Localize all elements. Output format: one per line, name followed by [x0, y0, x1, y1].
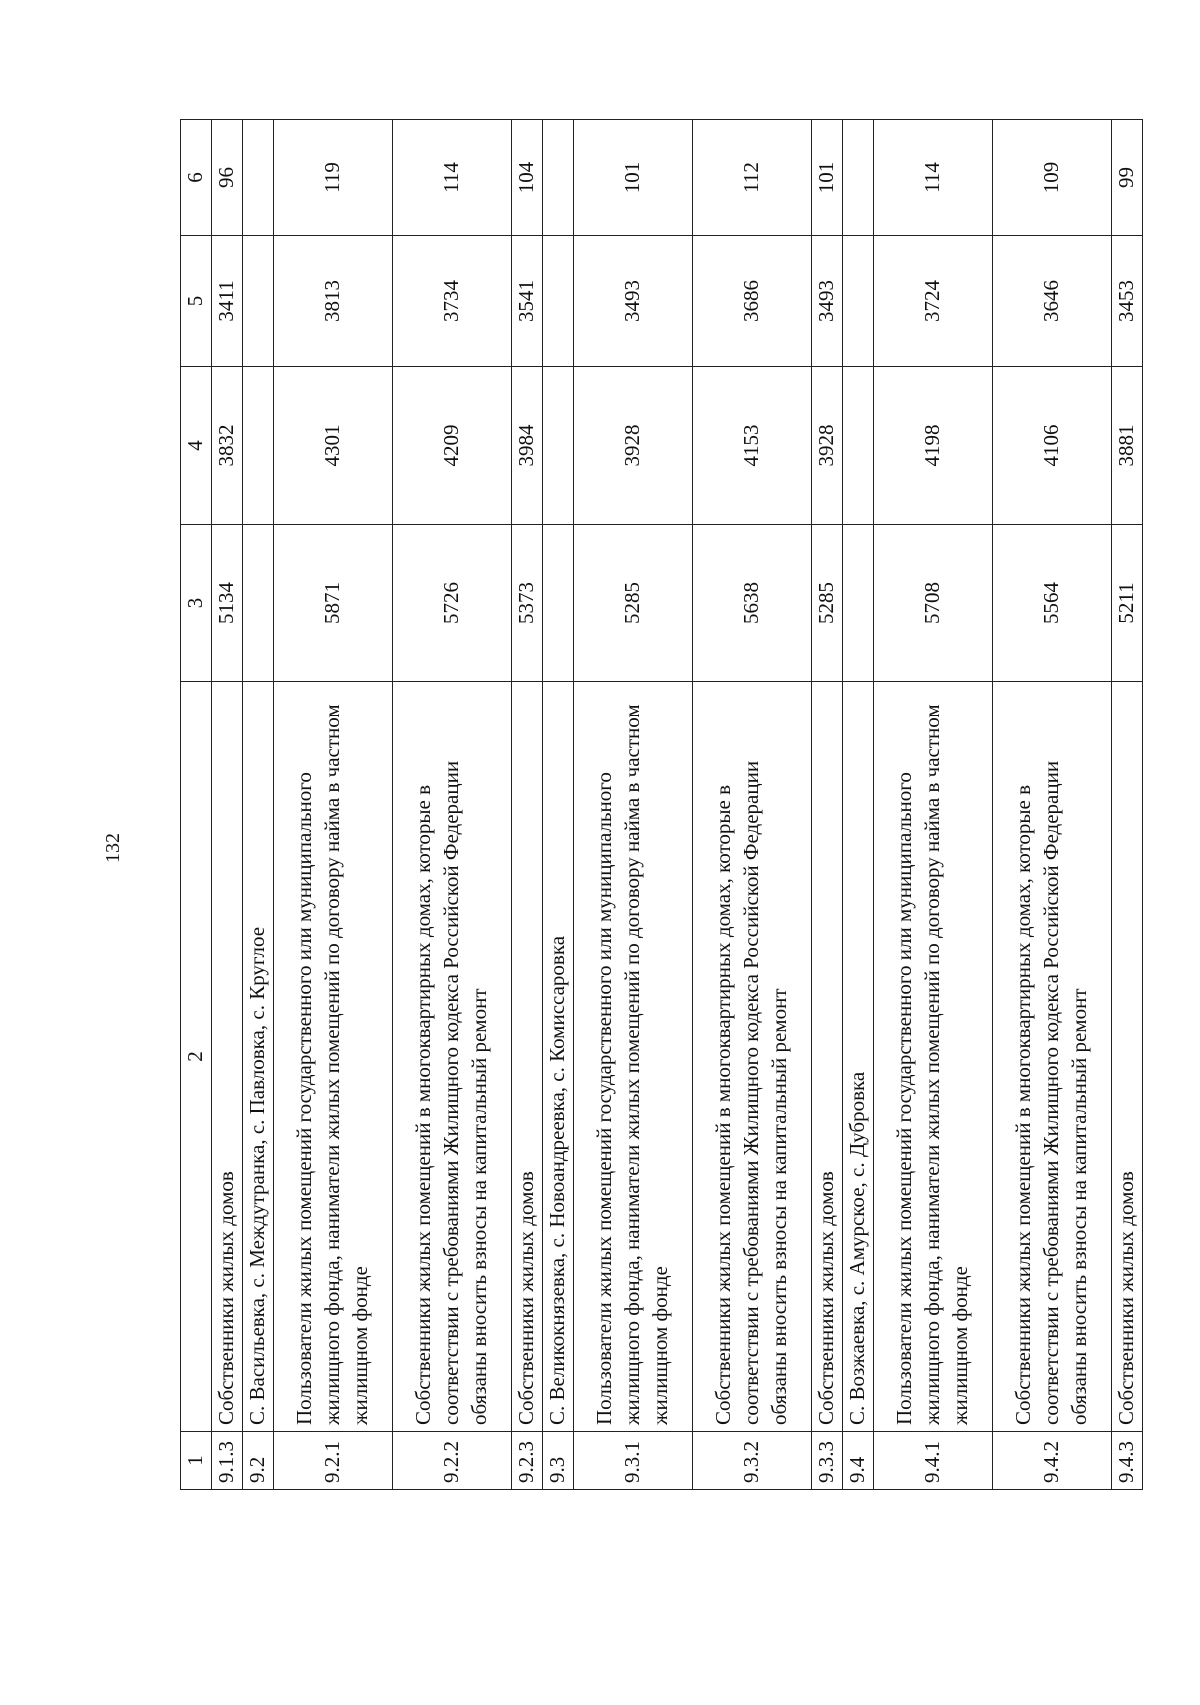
value-cell-col6: 104	[512, 120, 543, 236]
value-cell-col6: 101	[812, 120, 843, 236]
row-number: 9.2.1	[274, 1432, 393, 1490]
value-cell-col5: 3686	[693, 236, 812, 367]
value-cell-col3: 5134	[212, 525, 243, 682]
row-description: Пользователи жилых помещений государственного или муниципального жилищного фонда, наниматели жилых помещений по договору найма в частном жилищном фонде	[274, 682, 393, 1432]
row-description: Собственники жилых помещений в многоквартирных домах, которые в соответствии с требованиями Жилищного кодекса Российской Федерации обязаны вносить взносы на капитальный ремонт	[993, 682, 1112, 1432]
table-row	[274, 120, 393, 1490]
row-number: 9.2	[243, 1432, 274, 1490]
row-number: 9.4.1	[874, 1432, 993, 1490]
column-header: 6	[181, 120, 212, 236]
table-row	[212, 120, 243, 1490]
value-cell-col4: 3881	[1112, 367, 1143, 525]
page-number: 132	[102, 833, 124, 863]
row-number: 9.3.3	[812, 1432, 843, 1490]
row-number: 9.3.1	[574, 1432, 693, 1490]
row-number: 9.4	[843, 1432, 874, 1490]
table-row	[843, 120, 874, 1490]
column-header: 4	[181, 367, 212, 525]
value-cell-col3: 5638	[693, 525, 812, 682]
value-cell-col5	[243, 236, 274, 367]
value-cell-col6: 99	[1112, 120, 1143, 236]
value-cell-col5: 3813	[274, 236, 393, 367]
row-description: С. Великокнязевка, с. Новоандреевка, с. Комиссаровка	[543, 682, 574, 1432]
value-cell-col6	[543, 120, 574, 236]
row-description: Собственники жилых домов	[512, 682, 543, 1432]
value-cell-col3	[843, 525, 874, 682]
value-cell-col6: 101	[574, 120, 693, 236]
row-number: 9.2.3	[512, 1432, 543, 1490]
table-row	[243, 120, 274, 1490]
table-row	[543, 120, 574, 1490]
row-description: Собственники жилых помещений в многоквартирных домах, которые в соответствии с требованиями Жилищного кодекса Российской Федерации обязаны вносить взносы на капитальный ремонт	[393, 682, 512, 1432]
column-header: 2	[181, 682, 212, 1432]
value-cell-col4: 3984	[512, 367, 543, 525]
value-cell-col5: 3646	[993, 236, 1112, 367]
value-cell-col6: 119	[274, 120, 393, 236]
value-cell-col5: 3493	[812, 236, 843, 367]
table-row	[693, 120, 812, 1490]
table-row	[1112, 120, 1143, 1490]
value-cell-col4: 4209	[393, 367, 512, 525]
row-number: 9.3.2	[693, 1432, 812, 1490]
value-cell-col5	[543, 236, 574, 367]
row-description: Собственники жилых помещений в многоквартирных домах, которые в соответствии с требованиями Жилищного кодекса Российской Федерации обязаны вносить взносы на капитальный ремонт	[693, 682, 812, 1432]
value-cell-col3: 5726	[393, 525, 512, 682]
table-row	[393, 120, 512, 1490]
table-row	[512, 120, 543, 1490]
row-number: 9.3	[543, 1432, 574, 1490]
value-cell-col5: 3734	[393, 236, 512, 367]
rotated-table-container	[180, 120, 1139, 1490]
value-cell-col3: 5871	[274, 525, 393, 682]
table-row	[993, 120, 1112, 1490]
value-cell-col5	[843, 236, 874, 367]
value-cell-col6: 96	[212, 120, 243, 236]
value-cell-col6: 114	[874, 120, 993, 236]
value-cell-col3: 5708	[874, 525, 993, 682]
value-cell-col6	[843, 120, 874, 236]
row-description: С. Васильевка, с. Междутранка, с. Павловка, с. Круглое	[243, 682, 274, 1432]
table-body	[212, 120, 1143, 1490]
value-cell-col4: 4301	[274, 367, 393, 525]
row-number: 9.1.3	[212, 1432, 243, 1490]
row-description: Пользователи жилых помещений государственного или муниципального жилищного фонда, наниматели жилых помещений по договору найма в частном жилищном фонде	[874, 682, 993, 1432]
table-row	[874, 120, 993, 1490]
value-cell-col4	[543, 367, 574, 525]
row-description: Собственники жилых домов	[812, 682, 843, 1432]
value-cell-col6: 109	[993, 120, 1112, 236]
row-number: 9.4.2	[993, 1432, 1112, 1490]
value-cell-col4: 3928	[812, 367, 843, 525]
value-cell-col6: 114	[393, 120, 512, 236]
value-cell-col5: 3493	[574, 236, 693, 367]
column-header: 3	[181, 525, 212, 682]
value-cell-col4: 3928	[574, 367, 693, 525]
row-number: 9.2.2	[393, 1432, 512, 1490]
value-cell-col5: 3411	[212, 236, 243, 367]
value-cell-col4: 4153	[693, 367, 812, 525]
tariff-table	[180, 119, 1143, 1490]
value-cell-col4	[243, 367, 274, 525]
value-cell-col6	[243, 120, 274, 236]
row-description: С. Возжаевка, с. Амурское, с. Дубровка	[843, 682, 874, 1432]
row-description: Собственники жилых домов	[212, 682, 243, 1432]
value-cell-col4: 4198	[874, 367, 993, 525]
value-cell-col3	[543, 525, 574, 682]
row-description: Собственники жилых домов	[1112, 682, 1143, 1432]
column-header: 5	[181, 236, 212, 367]
value-cell-col4: 4106	[993, 367, 1112, 525]
value-cell-col4	[843, 367, 874, 525]
value-cell-col6: 112	[693, 120, 812, 236]
value-cell-col3: 5285	[812, 525, 843, 682]
table-header-row	[181, 120, 212, 1490]
row-description: Пользователи жилых помещений государственного или муниципального жилищного фонда, наниматели жилых помещений по договору найма в частном жилищном фонде	[574, 682, 693, 1432]
value-cell-col4: 3832	[212, 367, 243, 525]
row-number: 9.4.3	[1112, 1432, 1143, 1490]
table-row	[574, 120, 693, 1490]
value-cell-col5: 3724	[874, 236, 993, 367]
value-cell-col3: 5285	[574, 525, 693, 682]
value-cell-col3: 5564	[993, 525, 1112, 682]
value-cell-col3: 5211	[1112, 525, 1143, 682]
value-cell-col5: 3453	[1112, 236, 1143, 367]
table-row	[812, 120, 843, 1490]
value-cell-col3	[243, 525, 274, 682]
value-cell-col5: 3541	[512, 236, 543, 367]
value-cell-col3: 5373	[512, 525, 543, 682]
column-header: 1	[181, 1432, 212, 1490]
